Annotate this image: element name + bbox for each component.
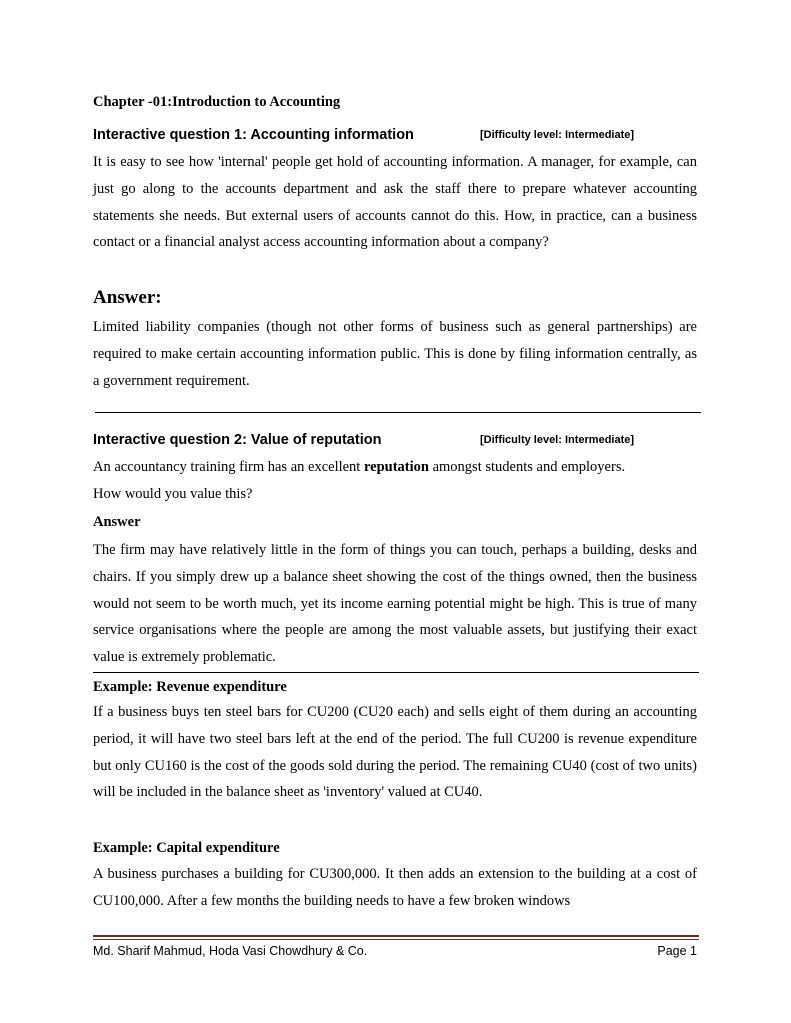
footer-rule-thick <box>93 935 699 937</box>
question-1-answer-label: Answer: <box>93 287 162 308</box>
question-2-body-line2: How would you value this? <box>93 485 253 502</box>
footer-page-number: Page 1 <box>657 944 697 958</box>
footer-rule-thin <box>93 939 699 940</box>
question-2-body-post: amongst students and employers. <box>428 459 626 475</box>
question-1-header <box>93 127 697 147</box>
question-1-body: It is easy to see how 'internal' people get hold of accounting information. A manager, for example, can just go along to the accounts department and ask the staff there to prepare whatever accounting statements she needs. But external users of accounts cannot do this. How, in practice, can a business contact or a financial analyst access accounting information about a company? <box>93 154 697 251</box>
chapter-title: Chapter -01:Introduction to Accounting <box>93 94 341 110</box>
question-2-title: Interactive question 2: Value of reputation <box>93 432 382 448</box>
question-2-answer: The firm may have relatively little in the form of things you can touch, perhaps a building, desks and chairs. If you simply drew up a balance sheet showing the cost of the things owned, then the business would not seem to be worth much, yet its income earning potential might be high. This is true of many service organisations where the people are among the most valuable assets, but justifying their exact value is extremely problematic. <box>93 542 697 666</box>
question-1-title: Interactive question 1: Accounting information <box>93 127 414 143</box>
question-2-body-bold: reputation <box>363 459 429 475</box>
question-2-answer-label: Answer <box>93 514 141 530</box>
section-divider-1 <box>95 412 701 413</box>
example-2-title: Example: Capital expenditure <box>93 840 280 856</box>
footer-author: Md. Sharif Mahmud, Hoda Vasi Chowdhury & Co. <box>93 944 368 958</box>
question-1-answer: Limited liability companies (though not other forms of business such as general partnerships) are required to make certain accounting information public. This is done by filing information centrally, as a government requirement. <box>93 319 697 389</box>
example-2-body: A business purchases a building for CU300,000. It then adds an extension to the building at a cost of CU100,000. After a few months the building needs to have a few broken windows <box>93 866 697 909</box>
section-divider-2 <box>93 672 699 673</box>
example-1-title: Example: Revenue expenditure <box>93 679 287 695</box>
question-2-body-pre: An accountancy training firm has an excellent <box>93 459 364 475</box>
example-1-body: If a business buys ten steel bars for CU200 (CU20 each) and sells eight of them during an accounting period, it will have two steel bars left at the end of the period. The full CU200 is revenue expenditure but only CU160 is the cost of the goods sold during the period. The remaining CU40 (cost of two units) will be included in the balance sheet as 'inventory' valued at CU40. <box>93 704 697 801</box>
question-2-difficulty: [Difficulty level: Intermediate] <box>480 434 635 446</box>
question-1-difficulty: [Difficulty level: Intermediate] <box>480 129 635 141</box>
question-2-body <box>93 454 697 508</box>
question-2-header <box>93 432 697 452</box>
